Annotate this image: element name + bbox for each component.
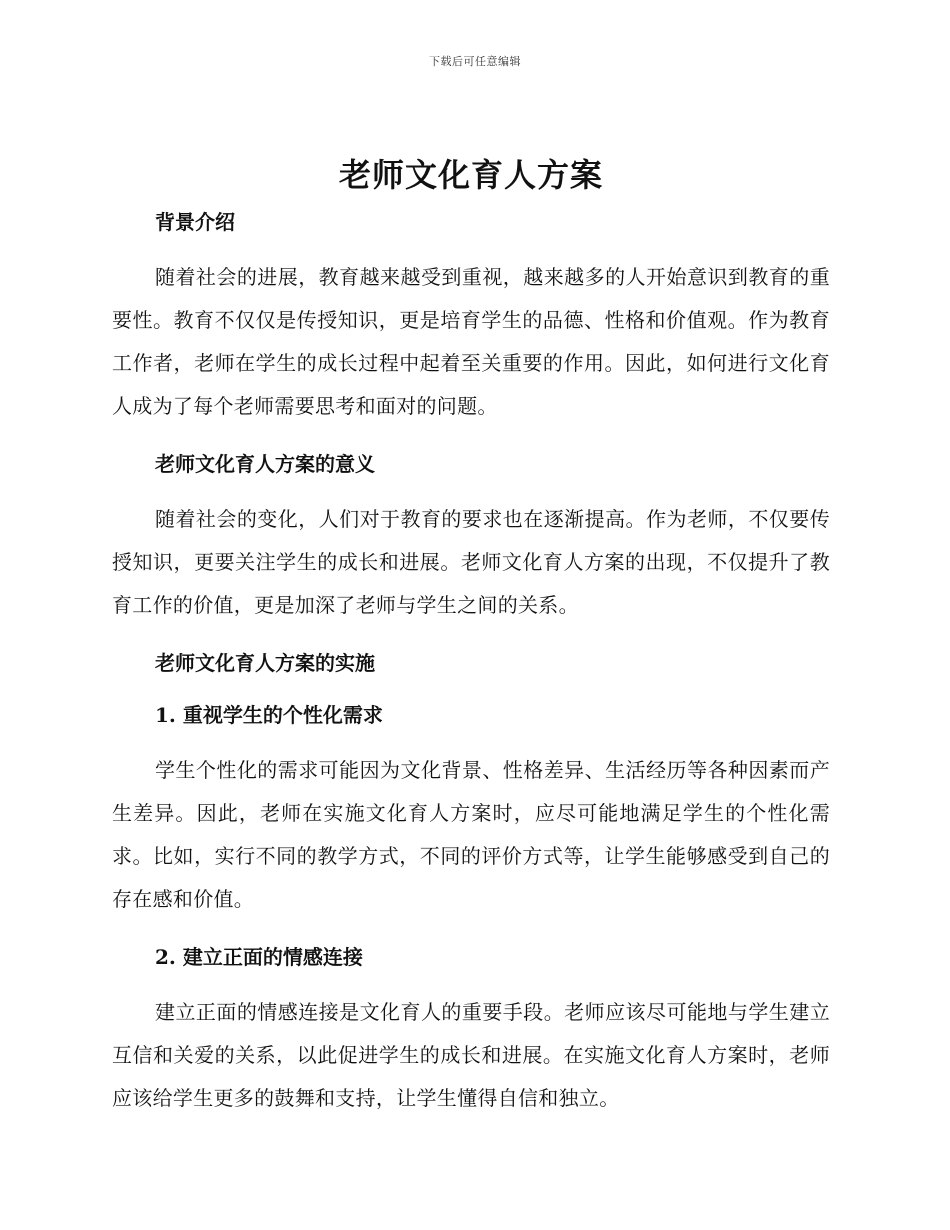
paragraph-significance: 随着社会的变化，人们对于教育的要求也在逐渐提高。作为老师，不仅要传授知识，更要关注学生的成长和进展。老师文化育人方案的出现，不仅提升了教育工作的价值，更是加深了老师与学生之间的关系。 (112, 507, 830, 617)
paragraph-item1: 学生个性化的需求可能因为文化背景、性格差异、生活经历等各种因素而产生差异。因此，老师在实施文化育人方案时，应尽可能地满足学生的个性化需求。比如，实行不同的教学方式，不同的评价方式等，让学生能够感受到自己的存在感和价值。 (112, 758, 830, 911)
document-title: 老师文化育人方案 (338, 156, 603, 194)
paragraph-background: 随着社会的进展，教育越来越受到重视，越来越多的人开始意识到教育的重要性。教育不仅仅是传授知识，更是培育学生的品德、性格和价值观。作为教育工作者，老师在学生的成长过程中起着至关重要的作用。因此，如何进行文化育人成为了每个老师需要思考和面对的问题。 (112, 265, 830, 418)
paragraph-item2: 建立正面的情感连接是文化育人的重要手段。老师应该尽可能地与学生建立互信和关爱的关系，以此促进学生的成长和进展。在实施文化育人方案时，老师应该给学生更多的鼓舞和支持，让学生懂得自信和独立。 (112, 1000, 830, 1110)
section-heading-significance: 老师文化育人方案的意义 (155, 452, 375, 476)
section-heading-background: 背景介绍 (155, 210, 235, 234)
subsection-heading-item2: 2. 建立正面的情感连接 (155, 945, 363, 969)
document-page (112, 148, 830, 1120)
subsection-heading-item1: 1. 重视学生的个性化需求 (155, 703, 383, 727)
page-header-note: 下载后可任意编辑 (429, 55, 521, 68)
section-heading-implementation: 老师文化育人方案的实施 (155, 651, 375, 675)
